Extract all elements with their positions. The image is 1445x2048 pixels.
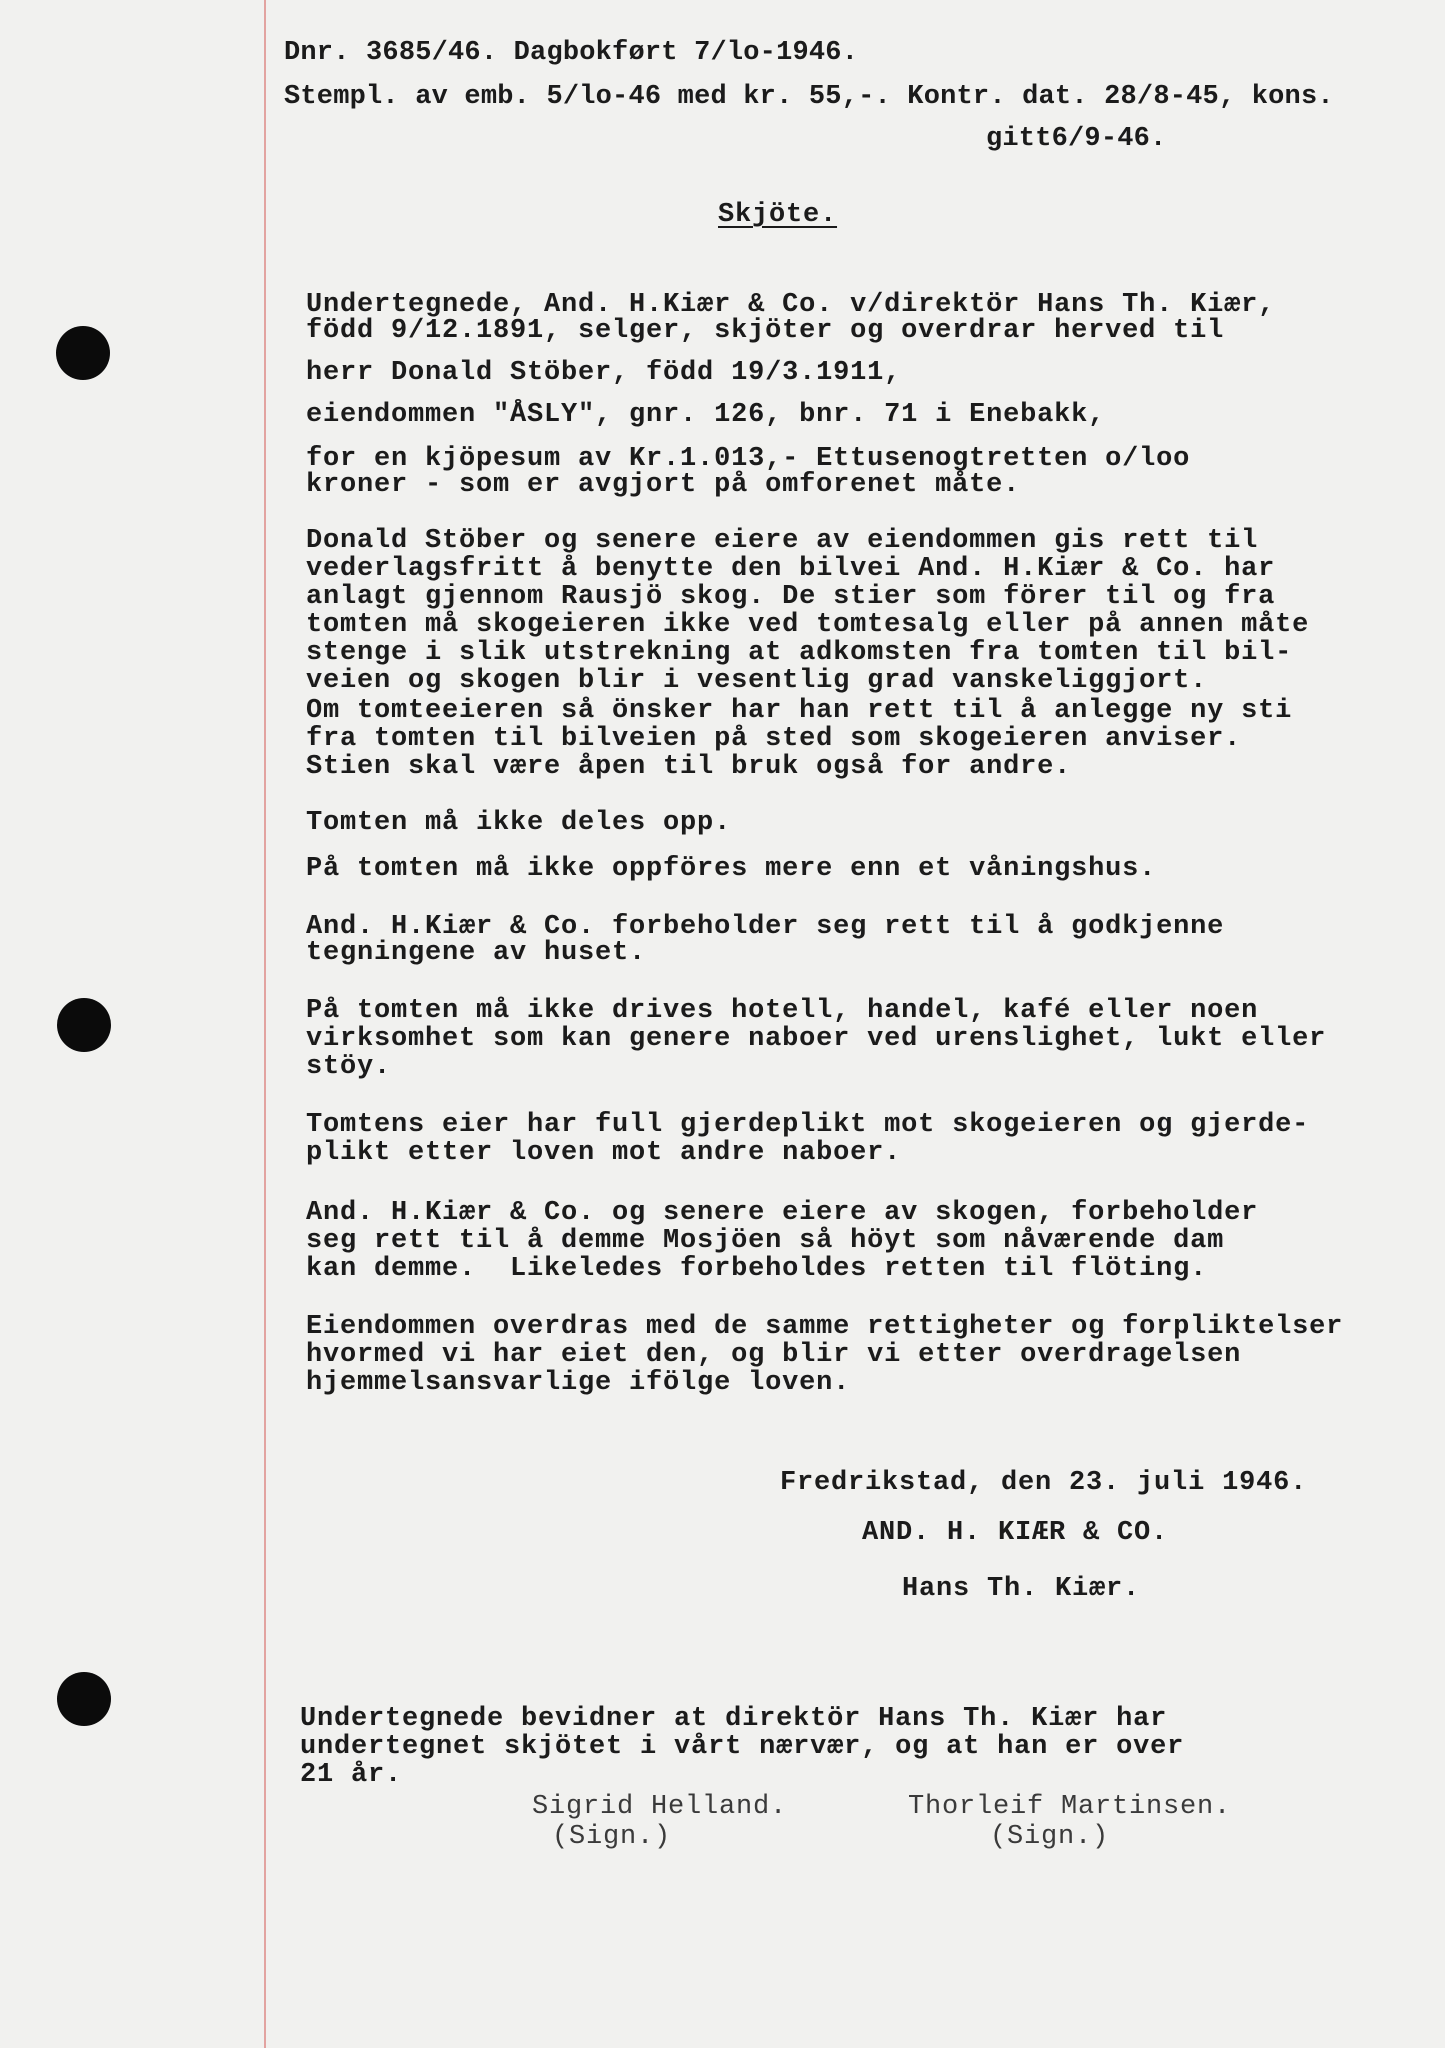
witness-line: 21 år. bbox=[300, 1760, 403, 1790]
signer-name: Hans Th. Kiær. bbox=[902, 1574, 1141, 1604]
paragraph-line: På tomten må ikke drives hotell, handel, kafé eller noen bbox=[306, 996, 1259, 1026]
witness-2-sign: (Sign.) bbox=[990, 1822, 1110, 1852]
paragraph-line: plikt etter loven mot andre naboer. bbox=[306, 1138, 902, 1168]
paragraph-line: virksomhet som kan genere naboer ved urenslighet, lukt eller bbox=[306, 1024, 1327, 1054]
paragraph-line: Undertegnede, And. H.Kiær & Co. v/direktör Hans Th. Kiær, bbox=[306, 290, 1276, 320]
margin-rule bbox=[264, 0, 266, 2048]
paragraph-line: hjemmelsansvarlige ifölge loven. bbox=[306, 1368, 851, 1398]
paragraph-line: Eiendommen overdras med de samme rettigheter og forpliktelser bbox=[306, 1312, 1344, 1342]
paragraph-line: stöy. bbox=[306, 1052, 392, 1082]
paragraph-line: Donald Stöber og senere eiere av eiendommen gis rett til bbox=[306, 526, 1259, 556]
price-line: for en kjöpesum av Kr.1.013,- Ettusenogtretten o/loo bbox=[306, 444, 1191, 474]
property-line: eiendommen "ÅSLY", gnr. 126, bnr. 71 i Enebakk, bbox=[306, 400, 1106, 430]
witness-line: Undertegnede bevidner at direktör Hans Th. Kiær har bbox=[300, 1704, 1168, 1734]
paragraph-line: Stien skal være åpen til bruk også for andre. bbox=[306, 752, 1072, 782]
witness-1-sign: (Sign.) bbox=[552, 1822, 672, 1852]
paragraph-line: tomten må skogeieren ikke ved tomtesalg eller på annen måte bbox=[306, 610, 1310, 640]
paragraph-line: Tomten må ikke deles opp. bbox=[306, 808, 732, 838]
stamp-duty-line: Stempl. av emb. 5/lo-46 med kr. 55,-. Kontr. dat. 28/8-45, kons. bbox=[284, 82, 1334, 112]
price-line: kroner - som er avgjort på omforenet måte. bbox=[306, 470, 1021, 500]
paragraph-line: And. H.Kiær & Co. og senere eiere av skogen, forbeholder bbox=[306, 1198, 1259, 1228]
paragraph-line: tegningene av huset. bbox=[306, 938, 647, 968]
paragraph-line: Tomtens eier har full gjerdeplikt mot skogeieren og gjerde- bbox=[306, 1110, 1310, 1140]
punch-hole-middle bbox=[57, 998, 111, 1052]
witness-line: undertegnet skjötet i vårt nærvær, og at han er over bbox=[300, 1732, 1185, 1762]
witness-2-name: Thorleif Martinsen. bbox=[908, 1792, 1232, 1822]
paragraph-line: seg rett til å demme Mosjöen så höyt som nåværende dam bbox=[306, 1226, 1225, 1256]
witness-1-name: Sigrid Helland. bbox=[532, 1792, 788, 1822]
page-title: Skjöte. bbox=[718, 200, 838, 230]
paragraph-line: anlagt gjennom Rausjö skog. De stier som förer til og fra bbox=[306, 582, 1276, 612]
punch-hole-bottom bbox=[57, 1672, 111, 1726]
paragraph-line: fra tomten til bilveien på sted som skogeieren anviser. bbox=[306, 724, 1242, 754]
buyer-line: herr Donald Stöber, född 19/3.1911, bbox=[306, 358, 902, 388]
paragraph-line: stenge i slik utstrekning at adkomsten fra tomten til bil- bbox=[306, 638, 1293, 668]
punch-hole-top bbox=[56, 326, 110, 380]
concession-line: gitt6/9-46. bbox=[986, 124, 1167, 154]
paragraph-line: veien og skogen blir i vesentlig grad vanskeliggjort. bbox=[306, 666, 1208, 696]
paragraph-line: And. H.Kiær & Co. forbeholder seg rett til å godkjenne bbox=[306, 912, 1225, 942]
paragraph-line: vederlagsfritt å benytte den bilvei And. H.Kiær & Co. har bbox=[306, 554, 1276, 584]
paragraph-line: kan demme. Likeledes forbeholdes retten til flöting. bbox=[306, 1254, 1208, 1284]
paragraph-line: hvormed vi har eiet den, og blir vi etter overdragelsen bbox=[306, 1340, 1242, 1370]
paragraph-line: född 9/12.1891, selger, skjöter og overdrar herved til bbox=[306, 316, 1225, 346]
place-date: Fredrikstad, den 23. juli 1946. bbox=[780, 1468, 1308, 1498]
company-name: AND. H. KIÆR & CO. bbox=[862, 1518, 1169, 1548]
paragraph-line: På tomten må ikke oppföres mere enn et våningshus. bbox=[306, 854, 1157, 884]
paragraph-line: Om tomteeieren så önsker har han rett til å anlegge ny sti bbox=[306, 696, 1293, 726]
registry-number-line: Dnr. 3685/46. Dagbokført 7/lo-1946. bbox=[284, 38, 859, 68]
